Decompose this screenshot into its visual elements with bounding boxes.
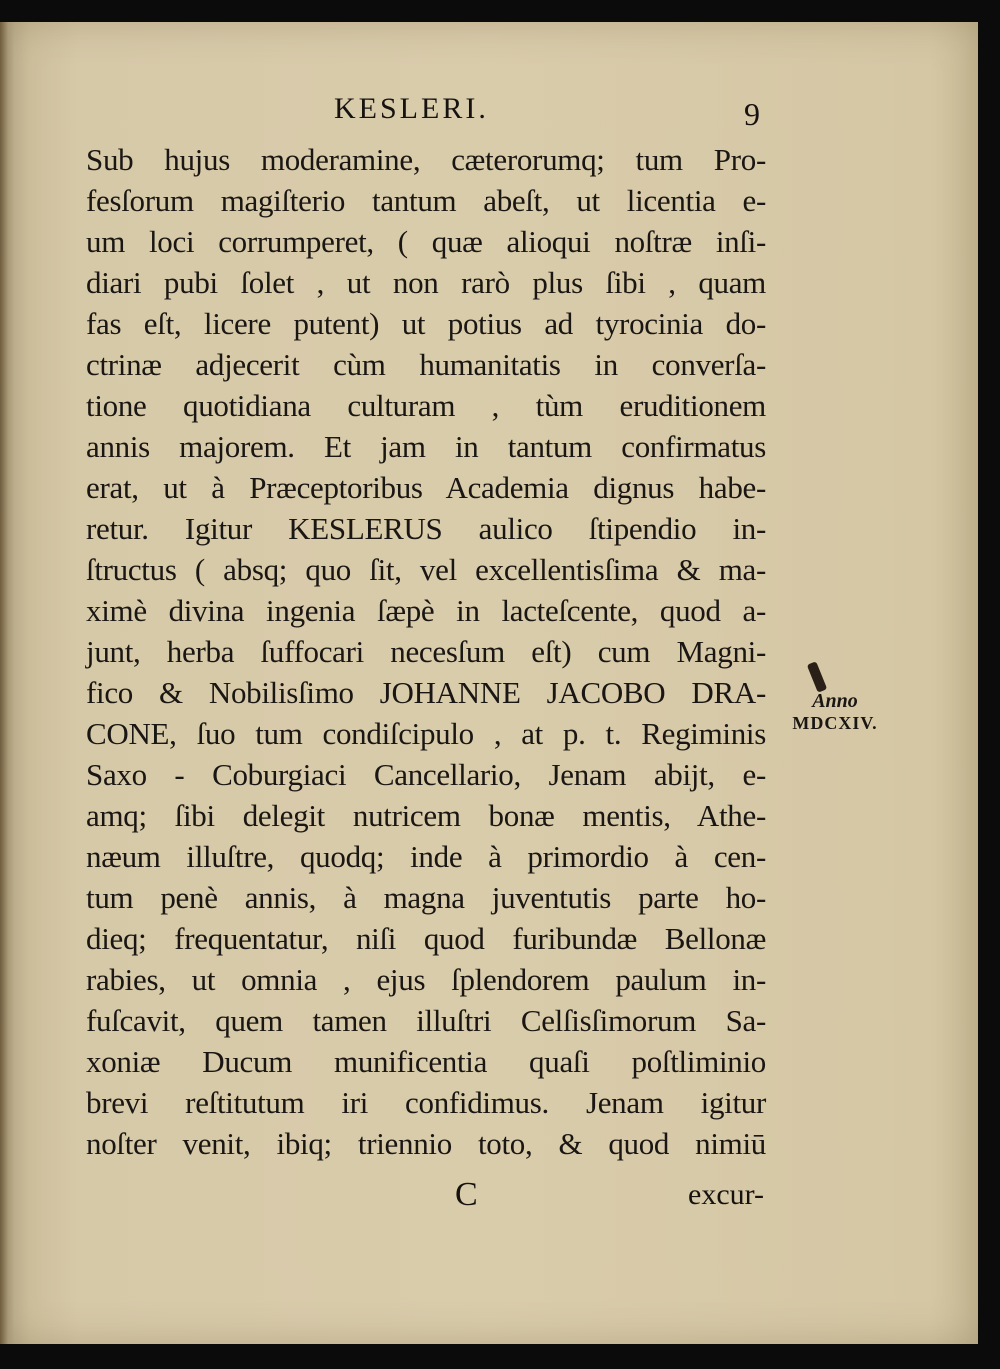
book-page (0, 22, 978, 1344)
text-line: ctrinæ adjecerit cùm humanitatis in converſa- (86, 347, 766, 382)
text-line: fesſorum magiſterio tantum abeſt, ut licentia e- (86, 183, 766, 218)
text-line: ximè divina ingenia ſæpè in lacteſcente, quod a- (86, 593, 766, 628)
text-line: um loci corrumperet, ( quæ alioqui noſtræ inſi- (86, 224, 766, 259)
page-number: 9 (744, 96, 760, 132)
body-text (0, 22, 978, 1344)
text-line: junt, herba ſuffocari necesſum eſt) cum Magni- (86, 634, 766, 669)
text-line: tum penè annis, à magna juventutis parte ho- (86, 880, 766, 915)
text-line: dieq; frequentatur, niſi quod furibundæ Bellonæ (86, 921, 766, 956)
text-line: amq; ſibi delegit nutricem bonæ mentis, Athe- (86, 798, 766, 833)
catchword: excur- (688, 1178, 765, 1211)
text-line: fico & Nobilisſimo JOHANNE JACOBO DRA- (86, 675, 766, 710)
text-line: noſter venit, ibiq; triennio toto, & quod nimiū (86, 1126, 766, 1161)
text-line: brevi reſtitutum iri confidimus. Jenam igitur (86, 1085, 766, 1120)
text-line: fuſcavit, quem tamen illuſtri Celſisſimorum Sa- (86, 1003, 766, 1038)
text-line: xoniæ Ducum munificentia quaſi poſtliminio (86, 1044, 766, 1079)
text-line: diari pubi ſolet , ut non rarò plus ſibi , quam (86, 265, 766, 300)
margin-note-year: MDCXIV. (792, 713, 878, 733)
text-line: rabies, ut omnia , ejus ſplendorem paulum in- (86, 962, 766, 997)
text-line: Saxo - Coburgiaci Cancellario, Jenam abijt, e- (86, 757, 766, 792)
text-line: retur. Igitur KESLERUS aulico ſtipendio in- (86, 511, 766, 546)
margin-note (780, 690, 890, 734)
text-line: fas eſt, licere putent) ut potius ad tyrocinia do- (86, 306, 766, 341)
running-head: KESLERI. (334, 92, 489, 125)
margin-note-word: Anno (812, 690, 858, 712)
text-line: næum illuſtre, quodq; inde à primordio à cen- (86, 839, 766, 874)
signature-mark: C (455, 1176, 478, 1213)
text-line: annis majorem. Et jam in tantum confirmatus (86, 429, 766, 464)
text-line: erat, ut à Præceptoribus Academia dignus habe- (86, 470, 766, 505)
text-line: ſtructus ( absq; quo ſit, vel excellentisſima & ma- (86, 552, 766, 587)
text-line: Sub hujus moderamine, cæterorumq; tum Pro- (86, 142, 766, 177)
text-line: tione quotidiana culturam , tùm eruditionem (86, 388, 766, 423)
text-line: CONE, ſuo tum condiſcipulo , at p. t. Regiminis (86, 716, 766, 751)
